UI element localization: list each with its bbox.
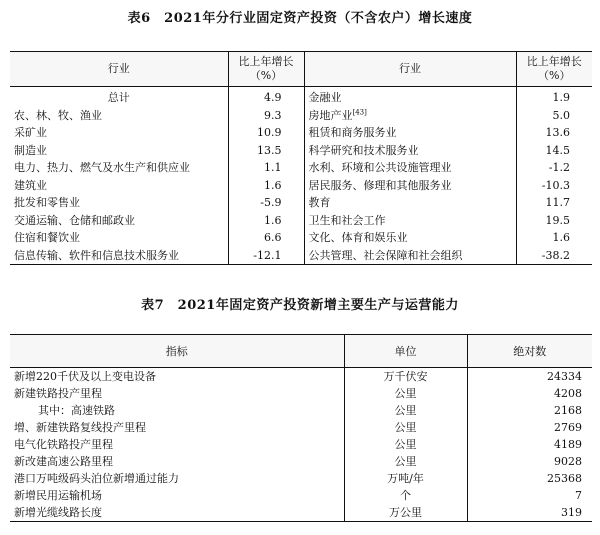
table-row [10, 504, 592, 522]
indicator-value: 9028 [554, 455, 582, 468]
industry-name: 科学研究和技术服务业 [304, 142, 516, 160]
industry-growth-table [10, 51, 592, 265]
growth-value: 6.6 [228, 229, 304, 247]
header-industry-right: 行业 [304, 52, 516, 87]
header-absolute: 绝对数 [467, 335, 592, 368]
indicator-value: 4189 [554, 438, 582, 451]
industry-name: 租赁和商务服务业 [304, 124, 516, 142]
indicator-value: 319 [561, 506, 582, 519]
table7-header-row [10, 335, 592, 368]
growth-value: 13.5 [228, 142, 304, 160]
indicator-name: 新增光缆线路长度 [10, 504, 344, 522]
growth-value: -10.3 [541, 178, 570, 192]
table-row [10, 177, 592, 195]
header-growth-left-line1: 比上年增长 [238, 55, 294, 68]
growth-value: -12.1 [228, 247, 304, 265]
indicator-value: 25368 [547, 472, 582, 485]
indicator-value: 2168 [554, 404, 582, 417]
industry-name: 文化、体育和娱乐业 [304, 229, 516, 247]
growth-value: -1.2 [548, 161, 570, 174]
indicator-value: 24334 [547, 370, 582, 383]
growth-value: 10.9 [228, 124, 304, 142]
table-row [10, 453, 592, 470]
indicator-value: 7 [575, 489, 582, 502]
table-row [10, 247, 592, 265]
indicator-value: 4208 [554, 387, 582, 400]
header-growth-left-line2: （%） [249, 69, 283, 82]
industry-name: 卫生和社会工作 [304, 212, 516, 230]
industry-name: 住宿和餐饮业 [10, 229, 228, 247]
industry-name: 总计 [10, 87, 228, 107]
indicator-unit: 万公里 [344, 504, 467, 522]
table-row [10, 87, 592, 107]
indicator-value: 2769 [554, 421, 582, 434]
indicator-name: 新增220千伏及以上变电设备 [10, 368, 344, 386]
growth-value: 1.9 [552, 91, 570, 104]
table-row [10, 142, 592, 160]
industry-name: 房地产业 [308, 108, 353, 122]
table-row [10, 124, 592, 142]
header-indicator: 指标 [10, 335, 344, 368]
industry-name: 水利、环境和公共设施管理业 [304, 159, 516, 177]
industry-name: 批发和零售业 [10, 194, 228, 212]
industry-name: 采矿业 [10, 124, 228, 142]
growth-value: 1.6 [552, 231, 570, 244]
growth-value: 9.3 [228, 107, 304, 125]
indicator-unit: 公里 [344, 453, 467, 470]
table-row [10, 436, 592, 453]
indicator-name: 电气化铁路投产里程 [10, 436, 344, 453]
industry-name: 教育 [304, 194, 516, 212]
new-capacity-table [10, 334, 592, 522]
indicator-unit: 个 [344, 487, 467, 504]
header-growth-right-line1: 比上年增长 [526, 55, 582, 68]
industry-name-with-note [304, 107, 516, 125]
industry-name: 公共管理、社会保障和社会组织 [304, 247, 516, 265]
growth-value: 4.9 [228, 87, 304, 107]
indicator-name: 港口万吨级码头泊位新增通过能力 [10, 470, 344, 487]
table-row [10, 385, 592, 402]
indicator-unit: 公里 [344, 436, 467, 453]
industry-name: 制造业 [10, 142, 228, 160]
industry-name: 建筑业 [10, 177, 228, 195]
growth-value: 19.5 [545, 213, 570, 227]
indicator-name: 增、新建铁路复线投产里程 [10, 419, 344, 436]
growth-value: 14.5 [545, 143, 570, 157]
header-industry-left: 行业 [10, 52, 228, 87]
indicator-unit: 公里 [344, 385, 467, 402]
indicator-unit: 公里 [344, 419, 467, 436]
growth-value: 13.6 [545, 126, 570, 139]
header-growth-right-line2: （%） [538, 69, 571, 82]
growth-value: 5.0 [552, 108, 570, 122]
growth-value: 11.7 [545, 196, 570, 209]
growth-value: 1.1 [228, 159, 304, 177]
indicator-name: 新改建高速公路里程 [10, 453, 344, 470]
indicator-unit: 万吨/年 [344, 470, 467, 487]
footnote-ref[interactable]: [43] [352, 107, 367, 116]
table-row [10, 368, 592, 386]
table6-title: 表6 2021年分行业固定资产投资（不含农户）增长速度 [127, 11, 473, 26]
header-growth-right [516, 52, 592, 87]
table6-header-row [10, 52, 592, 87]
header-unit: 单位 [344, 335, 467, 368]
indicator-name: 其中：高速铁路 [10, 402, 344, 419]
indicator-unit: 公里 [344, 402, 467, 419]
industry-name: 农、林、牧、渔业 [10, 107, 228, 125]
industry-name: 金融业 [304, 87, 516, 107]
table-row [10, 487, 592, 504]
table-row [10, 419, 592, 436]
growth-value: 1.6 [228, 212, 304, 230]
industry-name: 交通运输、仓储和邮政业 [10, 212, 228, 230]
table-row [10, 159, 592, 177]
indicator-unit: 万千伏安 [344, 368, 467, 386]
indicator-name: 新建铁路投产里程 [10, 385, 344, 402]
table-row [10, 402, 592, 419]
growth-value: -38.2 [541, 248, 570, 262]
industry-name: 信息传输、软件和信息技术服务业 [10, 247, 228, 265]
table-row [10, 212, 592, 230]
growth-value: -5.9 [228, 194, 304, 212]
growth-value: 1.6 [228, 177, 304, 195]
table-row [10, 107, 592, 125]
indicator-name: 新增民用运输机场 [10, 487, 344, 504]
industry-name: 居民服务、修理和其他服务业 [304, 177, 516, 195]
table7-title: 表7 2021年固定资产投资新增主要生产与运营能力 [141, 298, 459, 313]
table-row [10, 470, 592, 487]
table-row [10, 229, 592, 247]
header-growth-left [228, 52, 304, 87]
industry-name: 电力、热力、燃气及水生产和供应业 [10, 159, 228, 177]
table-row [10, 194, 592, 212]
